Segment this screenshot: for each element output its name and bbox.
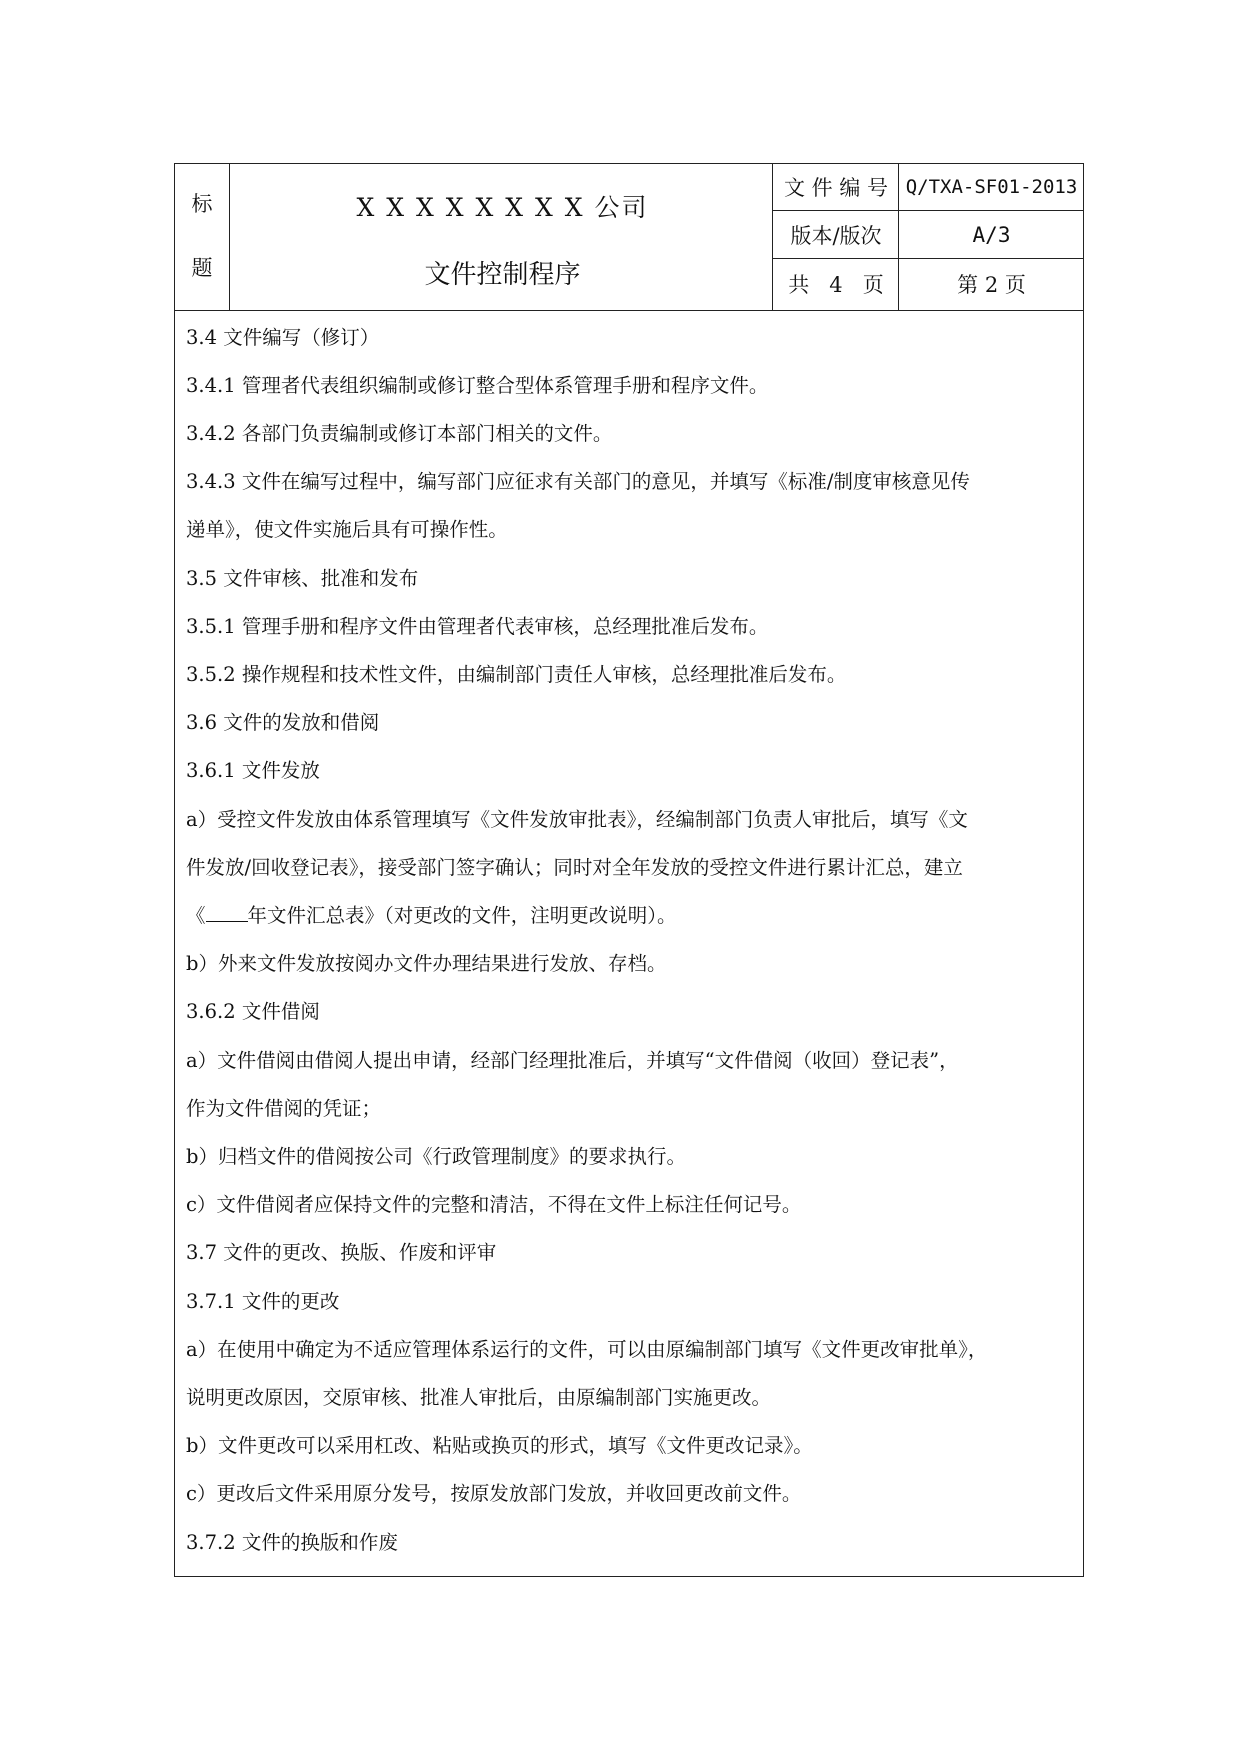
- document-header: [175, 164, 1083, 311]
- divider: [229, 164, 230, 310]
- subsection-heading: 3.7.1 文件的更改: [186, 1290, 340, 1313]
- bracket: 《: [186, 904, 206, 927]
- paragraph-line: 说明更改原因，交原审核、批准人审批后，由原编制部门实施更改。: [186, 1386, 772, 1409]
- paragraph-line: 3.4.3 文件在编写过程中，编写部门应征求有关部门的意见，并填写《标准/制度审核意见传: [186, 470, 970, 493]
- paragraph-line: 递单》，使文件实施后具有可操作性。: [186, 518, 508, 541]
- paragraph-line: b）外来文件发放按阅办文件办理结果进行发放、存档。: [186, 952, 667, 975]
- company-name: X X X X X X X X 公司: [356, 193, 649, 222]
- paragraph-line: [186, 900, 1072, 928]
- paragraph-line: b）归档文件的借阅按公司《行政管理制度》的要求执行。: [186, 1145, 686, 1168]
- section-heading: 3.6 文件的发放和借阅: [186, 711, 380, 734]
- page-number: 第 2 页: [957, 273, 1026, 297]
- paragraph-line: 件发放/回收登记表》，接受部门签字确认；同时对全年发放的受控文件进行累计汇总，建立: [186, 856, 963, 879]
- subsection-heading: 3.6.2 文件借阅: [186, 1000, 320, 1023]
- paragraph-line: a）在使用中确定为不适应管理体系运行的文件，可以由原编制部门填写《文件更改审批单》，: [186, 1338, 988, 1361]
- section-heading: 3.4 文件编写（修订）: [186, 326, 380, 349]
- fill-in-blank: [206, 903, 248, 922]
- doc-number-value: Q/TXA-SF01-2013: [905, 176, 1078, 198]
- paragraph-text: 年文件汇总表》（对更改的文件，注明更改说明）。: [247, 904, 677, 927]
- paragraph-line: b）文件更改可以采用杠改、粘贴或换页的形式，填写《文件更改记录》。: [186, 1434, 813, 1457]
- section-heading: 3.7 文件的更改、换版、作废和评审: [186, 1241, 497, 1264]
- paragraph-line: 3.5.2 操作规程和技术性文件，由编制部门责任人审核，总经理批准后发布。: [186, 663, 847, 686]
- paragraph-line: a）受控文件发放由体系管理填写《文件发放审批表》，经编制部门负责人审批后，填写《文: [186, 808, 968, 831]
- paragraph-line: 3.4.2 各部门负责编制或修订本部门相关的文件。: [186, 422, 613, 445]
- title-label-char: 题: [191, 256, 213, 280]
- subsection-heading: 3.7.2 文件的换版和作废: [186, 1531, 398, 1554]
- total-pages: 共 4 页: [788, 273, 884, 297]
- section-heading: 3.5 文件审核、批准和发布: [186, 567, 419, 590]
- paragraph-line: a）文件借阅由借阅人提出申请，经部门经理批准后，并填写“文件借阅（收回）登记表”，: [186, 1049, 959, 1072]
- subsection-heading: 3.6.1 文件发放: [186, 759, 320, 782]
- paragraph-line: 作为文件借阅的凭证；: [186, 1097, 382, 1120]
- title-label-char: 标: [191, 192, 213, 216]
- divider: [898, 164, 899, 310]
- paragraph-line: c）更改后文件采用原分发号，按原发放部门发放，并收回更改前文件。: [186, 1482, 802, 1505]
- paragraph-line: c）文件借阅者应保持文件的完整和清洁，不得在文件上标注任何记号。: [186, 1193, 802, 1216]
- version-value: A/3: [972, 222, 1011, 247]
- paragraph-line: 3.5.1 管理手册和程序文件由管理者代表审核，总经理批准后发布。: [186, 615, 769, 638]
- document-frame: [174, 163, 1084, 1577]
- doc-number-label: 文 件 编 号: [783, 176, 889, 200]
- document-title: 文件控制程序: [424, 260, 581, 290]
- paragraph-line: 3.4.1 管理者代表组织编制或修订整合型体系管理手册和程序文件。: [186, 374, 769, 397]
- version-label: 版本/版次: [790, 223, 882, 248]
